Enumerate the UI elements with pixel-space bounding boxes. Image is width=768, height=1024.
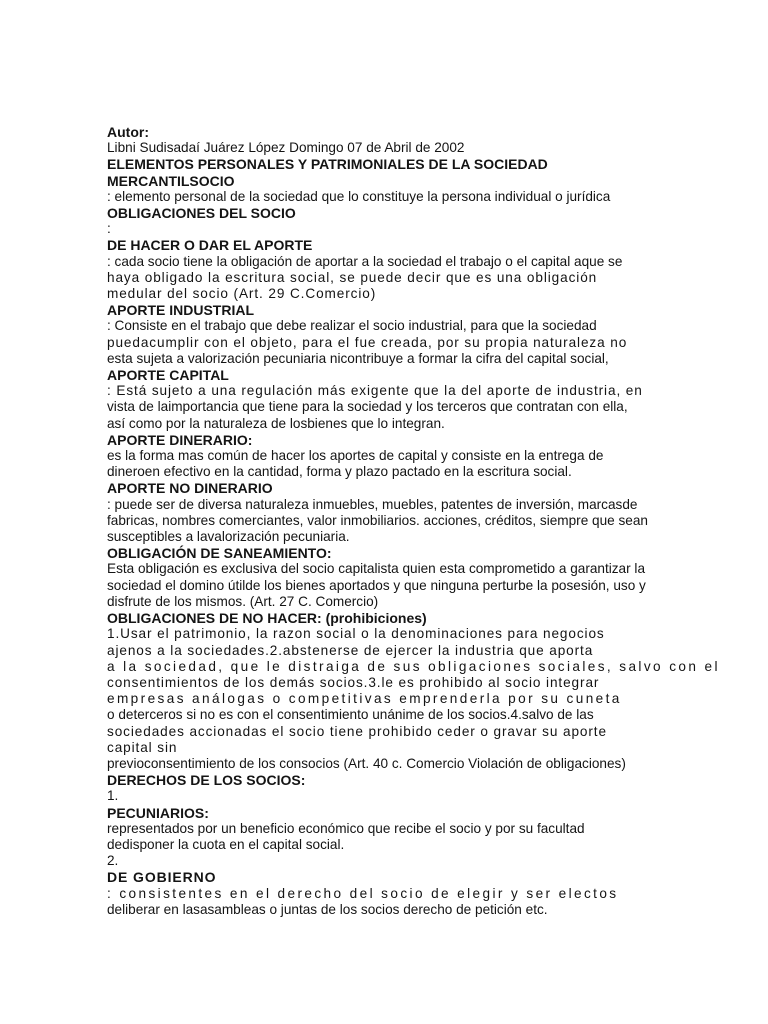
section-heading: APORTE CAPITAL	[107, 367, 229, 384]
text-line: o deterceros si no es con el consentimiento unánime de los socios.4.salvo de las	[107, 707, 594, 723]
text-line: capital sin	[107, 739, 178, 755]
text-line: : puede ser de diversa naturaleza inmuebles, muebles, patentes de inversión, marcasde	[107, 496, 638, 512]
text-line: : consistentes en el derecho del socio de elegir y ser electos	[107, 885, 619, 901]
text-line: vista de laimportancia que tiene para la sociedad y los terceros que contratan con ella,	[107, 399, 628, 415]
text-line: deliberar en lasasambleas o juntas de los socios derecho de petición etc.	[107, 901, 548, 917]
text-line: Esta obligación es exclusiva del socio capitalista quien esta comprometido a garantizar la	[107, 561, 646, 577]
text-line: : Está sujeto a una regulación más exigente que la del aporte de industria, en	[107, 383, 643, 399]
section-heading: Autor:	[107, 124, 149, 140]
section-heading: PECUNIARIOS:	[107, 804, 209, 821]
text-line: así como por la naturaleza de losbienes que lo integran.	[107, 415, 445, 431]
text-line: dedisponer la cuota en el capital social.	[107, 836, 345, 852]
text-line: susceptibles a lavalorización pecuniaria.	[107, 529, 350, 545]
text-line: sociedad el domino útilde los bienes aportados y que ninguna perturbe la posesión, uso y	[107, 577, 646, 593]
section-heading: DERECHOS DE LOS SOCIOS:	[107, 772, 306, 789]
section-heading: MERCANTILSOCIO	[107, 172, 235, 189]
section-heading: OBLIGACIONES DE NO HACER: (prohibiciones)	[107, 610, 427, 627]
text-line: :	[107, 221, 111, 237]
text-line: ajenos a la sociedades.2.abstenerse de ejercer la industria que aporta	[107, 642, 594, 658]
text-line: medular del socio (Art. 29 C.Comercio)	[107, 286, 377, 302]
section-heading: OBLIGACIÓN DE SANEAMIENTO:	[107, 545, 332, 562]
section-heading: APORTE DINERARIO:	[107, 431, 253, 448]
text-line: empresas análogas o competitivas emprenderla por su cuneta	[107, 691, 622, 707]
text-line: sociedades accionadas el socio tiene prohibido ceder o gravar su aporte	[107, 723, 607, 739]
text-line: : elemento personal de la sociedad que lo constituye la persona individual o jurídica	[107, 188, 611, 204]
text-line: haya obligado la escritura social, se puede decir que es una obligación	[107, 269, 598, 285]
text-line: fabricas, nombres comerciantes, valor inmobiliarios. acciones, créditos, siempre que sean	[107, 512, 648, 528]
text-line: 1.Usar el patrimonio, la razon social o la denominaciones para negocios	[107, 626, 605, 642]
text-line: puedacumplir con el objeto, para el fue creada, por su propia naturaleza no	[107, 334, 628, 350]
text-line: previoconsentimiento de los consocios (Art. 40 c. Comercio Violación de obligaciones)	[107, 755, 626, 771]
text-line: representados por un beneficio económico que recibe el socio y por su facultad	[107, 820, 585, 836]
text-line: disfrute de los mismos. (Art. 27 C. Comercio)	[107, 593, 379, 609]
text-line: 1.	[107, 788, 119, 804]
text-line: : Consiste en el trabajo que debe realizar el socio industrial, para que la sociedad	[107, 318, 597, 334]
text-line: esta sujeta a valorización pecuniaria nicontribuye a formar la cifra del capital social,	[107, 350, 609, 366]
document-body	[107, 124, 720, 918]
section-heading: OBLIGACIONES DEL SOCIO	[107, 205, 296, 222]
text-line: consentimientos de los demás socios.3.le es prohibido al socio integrar	[107, 674, 600, 690]
text-line: : cada socio tiene la obligación de aportar a la sociedad el trabajo o el capital aque se	[107, 253, 623, 269]
text-line: es la forma mas común de hacer los aportes de capital y consiste en la entrega de	[107, 448, 604, 464]
section-heading: DE GOBIERNO	[107, 869, 217, 886]
text-line: a la sociedad, que le distraiga de sus obligaciones sociales, salvo con el	[107, 658, 720, 674]
section-heading: APORTE NO DINERARIO	[107, 480, 273, 497]
section-heading: ELEMENTOS PERSONALES Y PATRIMONIALES DE LA SOCIEDAD	[107, 156, 548, 173]
section-heading: DE HACER O DAR EL APORTE	[107, 237, 313, 254]
section-heading: APORTE INDUSTRIAL	[107, 302, 254, 319]
text-line: dineroen efectivo en la cantidad, forma y plazo pactado en la escritura social.	[107, 464, 572, 480]
text-line: Libni Sudisadaí Juárez López Domingo 07 de Abril de 2002	[107, 140, 465, 156]
text-line: 2.	[107, 853, 119, 869]
